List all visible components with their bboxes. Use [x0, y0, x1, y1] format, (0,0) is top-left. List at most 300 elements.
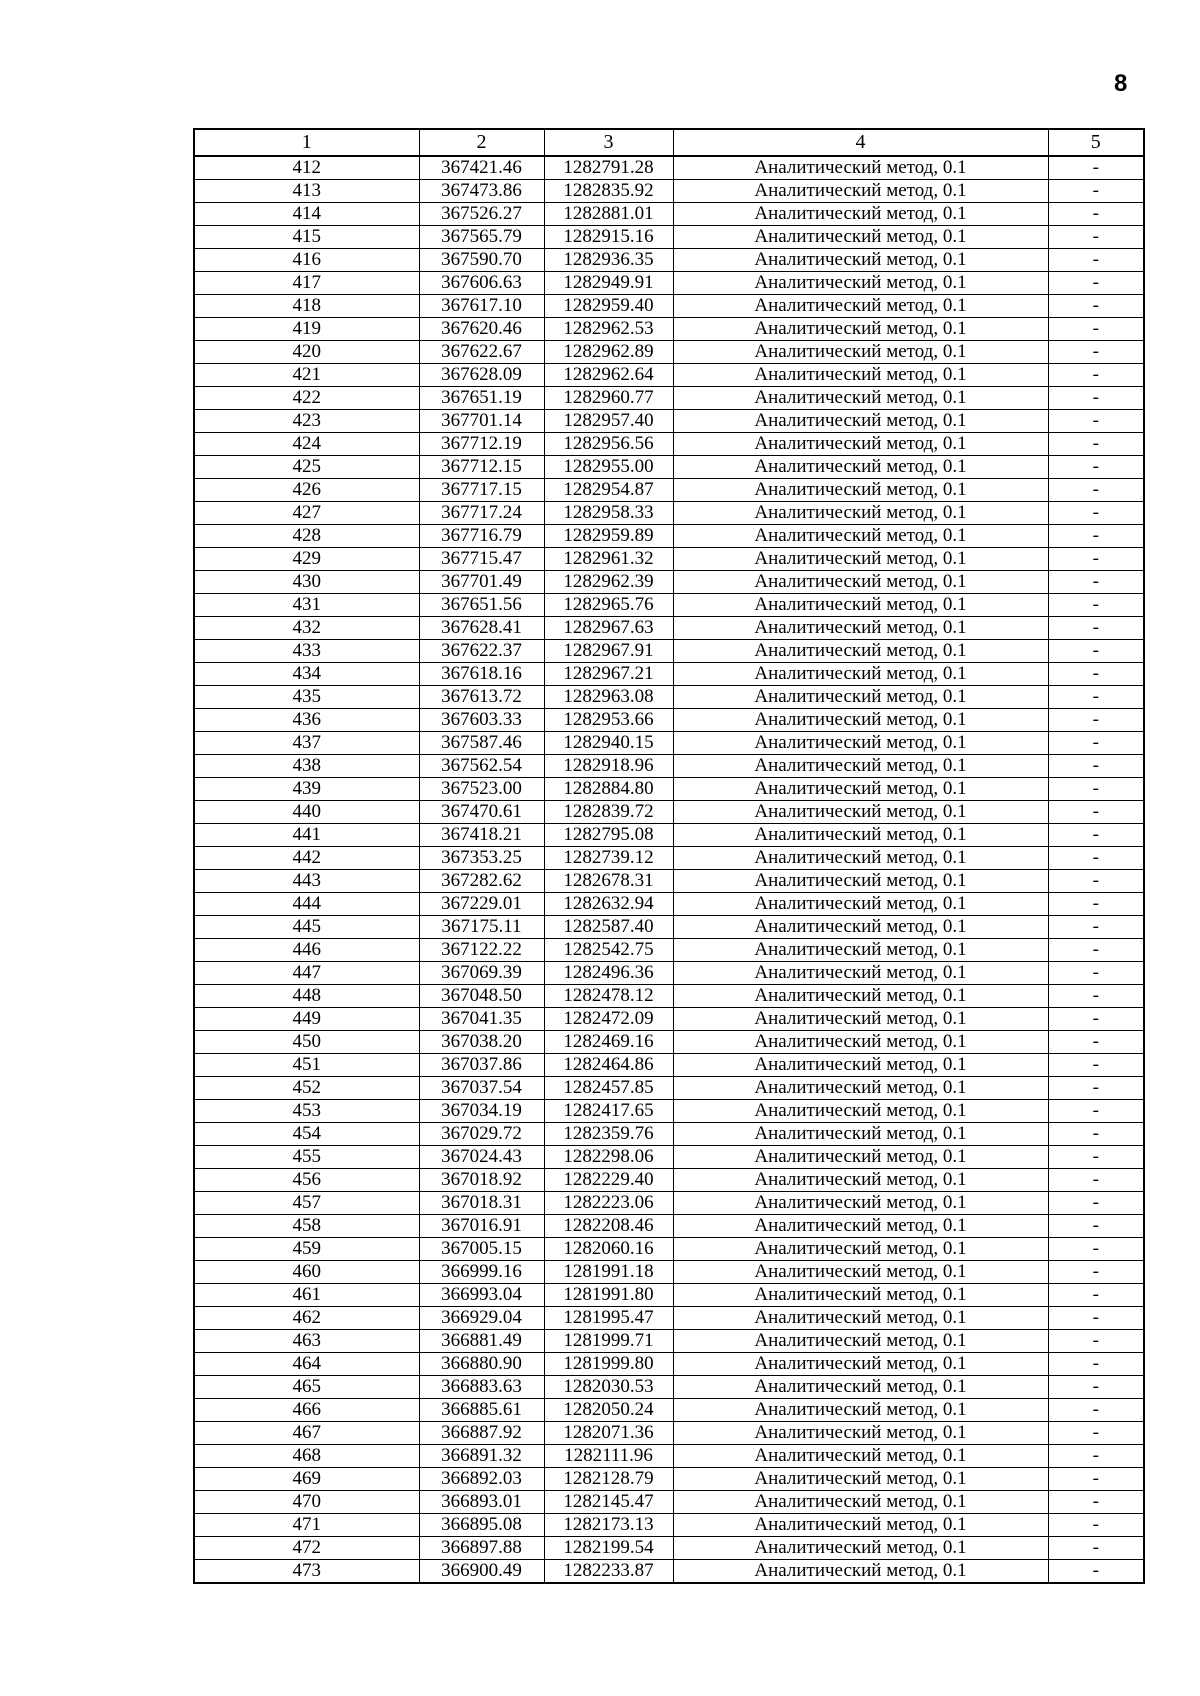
table-row [194, 1261, 1144, 1284]
cell-point-number: 451 [194, 1054, 419, 1077]
cell-method: Аналитический метод, 0.1 [673, 364, 1048, 387]
cell-y: 1282199.54 [544, 1537, 673, 1560]
cell-method: Аналитический метод, 0.1 [673, 1445, 1048, 1468]
cell-method: Аналитический метод, 0.1 [673, 1031, 1048, 1054]
cell-y: 1282795.08 [544, 824, 673, 847]
cell-point-number: 418 [194, 295, 419, 318]
cell-method: Аналитический метод, 0.1 [673, 502, 1048, 525]
cell-method: Аналитический метод, 0.1 [673, 1330, 1048, 1353]
cell-method: Аналитический метод, 0.1 [673, 1399, 1048, 1422]
cell-point-number: 450 [194, 1031, 419, 1054]
cell-method: Аналитический метод, 0.1 [673, 272, 1048, 295]
cell-x: 367041.35 [419, 1008, 544, 1031]
table-row [194, 1445, 1144, 1468]
table-row [194, 1560, 1144, 1584]
table-row [194, 1353, 1144, 1376]
cell-description: - [1048, 525, 1144, 548]
cell-x: 367717.15 [419, 479, 544, 502]
cell-point-number: 465 [194, 1376, 419, 1399]
cell-y: 1282936.35 [544, 249, 673, 272]
cell-x: 367628.09 [419, 364, 544, 387]
cell-y: 1282469.16 [544, 1031, 673, 1054]
page-number: 8 [1114, 70, 1128, 97]
cell-x: 367282.62 [419, 870, 544, 893]
table-row [194, 985, 1144, 1008]
cell-method: Аналитический метод, 0.1 [673, 1491, 1048, 1514]
cell-method: Аналитический метод, 0.1 [673, 939, 1048, 962]
cell-point-number: 447 [194, 962, 419, 985]
cell-point-number: 444 [194, 893, 419, 916]
table-row [194, 1192, 1144, 1215]
cell-y: 1282791.28 [544, 156, 673, 180]
cell-method: Аналитический метод, 0.1 [673, 824, 1048, 847]
cell-description: - [1048, 801, 1144, 824]
cell-x: 367526.27 [419, 203, 544, 226]
table-row [194, 1284, 1144, 1307]
cell-method: Аналитический метод, 0.1 [673, 1215, 1048, 1238]
cell-y: 1282111.96 [544, 1445, 673, 1468]
cell-point-number: 466 [194, 1399, 419, 1422]
table-row [194, 1100, 1144, 1123]
cell-y: 1282298.06 [544, 1146, 673, 1169]
cell-description: - [1048, 364, 1144, 387]
cell-description: - [1048, 180, 1144, 203]
header-cell-point-number: 1 [194, 129, 419, 156]
cell-description: - [1048, 502, 1144, 525]
table-row [194, 1215, 1144, 1238]
cell-x: 366900.49 [419, 1560, 544, 1584]
table-row [194, 1054, 1144, 1077]
cell-method: Аналитический метод, 0.1 [673, 341, 1048, 364]
cell-point-number: 436 [194, 709, 419, 732]
cell-point-number: 423 [194, 410, 419, 433]
table-row [194, 1123, 1144, 1146]
cell-description: - [1048, 203, 1144, 226]
cell-description: - [1048, 778, 1144, 801]
table-row [194, 433, 1144, 456]
cell-point-number: 441 [194, 824, 419, 847]
cell-method: Аналитический метод, 0.1 [673, 1468, 1048, 1491]
cell-point-number: 439 [194, 778, 419, 801]
cell-y: 1282967.21 [544, 663, 673, 686]
table-row [194, 755, 1144, 778]
cell-x: 367122.22 [419, 939, 544, 962]
cell-x: 367016.91 [419, 1215, 544, 1238]
cell-description: - [1048, 640, 1144, 663]
cell-x: 366929.04 [419, 1307, 544, 1330]
cell-point-number: 414 [194, 203, 419, 226]
cell-x: 366885.61 [419, 1399, 544, 1422]
cell-method: Аналитический метод, 0.1 [673, 1146, 1048, 1169]
cell-description: - [1048, 410, 1144, 433]
cell-point-number: 428 [194, 525, 419, 548]
cell-point-number: 464 [194, 1353, 419, 1376]
cell-description: - [1048, 617, 1144, 640]
cell-point-number: 473 [194, 1560, 419, 1584]
cell-point-number: 417 [194, 272, 419, 295]
cell-x: 367715.47 [419, 548, 544, 571]
table-row [194, 893, 1144, 916]
cell-method: Аналитический метод, 0.1 [673, 548, 1048, 571]
cell-x: 366999.16 [419, 1261, 544, 1284]
cell-y: 1282956.56 [544, 433, 673, 456]
table-row [194, 686, 1144, 709]
cell-description: - [1048, 663, 1144, 686]
cell-method: Аналитический метод, 0.1 [673, 801, 1048, 824]
cell-point-number: 469 [194, 1468, 419, 1491]
table-row [194, 272, 1144, 295]
table-row [194, 341, 1144, 364]
cell-description: - [1048, 1169, 1144, 1192]
cell-y: 1282960.77 [544, 387, 673, 410]
cell-description: - [1048, 1123, 1144, 1146]
cell-description: - [1048, 156, 1144, 180]
cell-x: 367523.00 [419, 778, 544, 801]
cell-y: 1282955.00 [544, 456, 673, 479]
cell-x: 366897.88 [419, 1537, 544, 1560]
cell-description: - [1048, 985, 1144, 1008]
table-row [194, 525, 1144, 548]
cell-description: - [1048, 433, 1144, 456]
cell-point-number: 472 [194, 1537, 419, 1560]
cell-point-number: 448 [194, 985, 419, 1008]
table-row [194, 939, 1144, 962]
cell-y: 1282632.94 [544, 893, 673, 916]
cell-point-number: 431 [194, 594, 419, 617]
cell-description: - [1048, 732, 1144, 755]
cell-y: 1282915.16 [544, 226, 673, 249]
coordinates-table [193, 128, 1145, 1584]
cell-method: Аналитический метод, 0.1 [673, 1192, 1048, 1215]
table-row [194, 1146, 1144, 1169]
cell-description: - [1048, 870, 1144, 893]
cell-x: 366893.01 [419, 1491, 544, 1514]
cell-y: 1282949.91 [544, 272, 673, 295]
table-row [194, 1422, 1144, 1445]
cell-point-number: 455 [194, 1146, 419, 1169]
table-row [194, 571, 1144, 594]
cell-method: Аналитический метод, 0.1 [673, 916, 1048, 939]
table-row [194, 824, 1144, 847]
cell-y: 1282542.75 [544, 939, 673, 962]
cell-point-number: 453 [194, 1100, 419, 1123]
cell-method: Аналитический метод, 0.1 [673, 1537, 1048, 1560]
cell-method: Аналитический метод, 0.1 [673, 1353, 1048, 1376]
cell-point-number: 415 [194, 226, 419, 249]
header-cell-description: 5 [1048, 129, 1144, 156]
cell-y: 1282208.46 [544, 1215, 673, 1238]
cell-description: - [1048, 686, 1144, 709]
cell-method: Аналитический метод, 0.1 [673, 755, 1048, 778]
cell-x: 367029.72 [419, 1123, 544, 1146]
cell-description: - [1048, 755, 1144, 778]
cell-y: 1282060.16 [544, 1238, 673, 1261]
cell-point-number: 435 [194, 686, 419, 709]
table-row [194, 156, 1144, 180]
cell-y: 1282958.33 [544, 502, 673, 525]
cell-description: - [1048, 1100, 1144, 1123]
table-row [194, 203, 1144, 226]
cell-description: - [1048, 295, 1144, 318]
cell-method: Аналитический метод, 0.1 [673, 1238, 1048, 1261]
cell-method: Аналитический метод, 0.1 [673, 1008, 1048, 1031]
cell-x: 367562.54 [419, 755, 544, 778]
cell-y: 1282678.31 [544, 870, 673, 893]
cell-y: 1282496.36 [544, 962, 673, 985]
cell-x: 367421.46 [419, 156, 544, 180]
cell-point-number: 454 [194, 1123, 419, 1146]
cell-description: - [1048, 1422, 1144, 1445]
cell-method: Аналитический метод, 0.1 [673, 1123, 1048, 1146]
cell-description: - [1048, 1031, 1144, 1054]
cell-y: 1282962.53 [544, 318, 673, 341]
table-header [194, 129, 1144, 156]
table-row [194, 1031, 1144, 1054]
cell-x: 367590.70 [419, 249, 544, 272]
cell-y: 1281991.18 [544, 1261, 673, 1284]
table-row [194, 226, 1144, 249]
cell-y: 1282223.06 [544, 1192, 673, 1215]
table-row [194, 709, 1144, 732]
cell-point-number: 433 [194, 640, 419, 663]
cell-y: 1282145.47 [544, 1491, 673, 1514]
cell-point-number: 461 [194, 1284, 419, 1307]
cell-point-number: 456 [194, 1169, 419, 1192]
cell-method: Аналитический метод, 0.1 [673, 985, 1048, 1008]
cell-x: 366887.92 [419, 1422, 544, 1445]
cell-point-number: 424 [194, 433, 419, 456]
table-row [194, 594, 1144, 617]
table-row [194, 295, 1144, 318]
cell-description: - [1048, 1376, 1144, 1399]
cell-point-number: 421 [194, 364, 419, 387]
cell-point-number: 470 [194, 1491, 419, 1514]
cell-method: Аналитический метод, 0.1 [673, 249, 1048, 272]
cell-y: 1282962.64 [544, 364, 673, 387]
cell-x: 367717.24 [419, 502, 544, 525]
cell-description: - [1048, 571, 1144, 594]
cell-y: 1282457.85 [544, 1077, 673, 1100]
table-row [194, 870, 1144, 893]
cell-y: 1282464.86 [544, 1054, 673, 1077]
cell-point-number: 442 [194, 847, 419, 870]
cell-y: 1282963.08 [544, 686, 673, 709]
cell-y: 1281995.47 [544, 1307, 673, 1330]
cell-description: - [1048, 548, 1144, 571]
cell-description: - [1048, 249, 1144, 272]
cell-method: Аналитический метод, 0.1 [673, 1284, 1048, 1307]
cell-description: - [1048, 893, 1144, 916]
cell-method: Аналитический метод, 0.1 [673, 847, 1048, 870]
cell-method: Аналитический метод, 0.1 [673, 686, 1048, 709]
cell-description: - [1048, 962, 1144, 985]
cell-method: Аналитический метод, 0.1 [673, 962, 1048, 985]
cell-description: - [1048, 1537, 1144, 1560]
cell-method: Аналитический метод, 0.1 [673, 203, 1048, 226]
cell-point-number: 449 [194, 1008, 419, 1031]
cell-description: - [1048, 1284, 1144, 1307]
cell-y: 1282967.63 [544, 617, 673, 640]
cell-description: - [1048, 1330, 1144, 1353]
cell-method: Аналитический метод, 0.1 [673, 1422, 1048, 1445]
cell-point-number: 432 [194, 617, 419, 640]
cell-description: - [1048, 1445, 1144, 1468]
cell-x: 367622.67 [419, 341, 544, 364]
cell-point-number: 419 [194, 318, 419, 341]
cell-description: - [1048, 1008, 1144, 1031]
cell-y: 1282071.36 [544, 1422, 673, 1445]
cell-method: Аналитический метод, 0.1 [673, 1261, 1048, 1284]
cell-point-number: 440 [194, 801, 419, 824]
table-row [194, 962, 1144, 985]
cell-point-number: 460 [194, 1261, 419, 1284]
cell-x: 367024.43 [419, 1146, 544, 1169]
cell-description: - [1048, 456, 1144, 479]
cell-y: 1282962.39 [544, 571, 673, 594]
cell-x: 367037.54 [419, 1077, 544, 1100]
cell-point-number: 471 [194, 1514, 419, 1537]
cell-point-number: 468 [194, 1445, 419, 1468]
cell-y: 1282739.12 [544, 847, 673, 870]
cell-description: - [1048, 939, 1144, 962]
table-row [194, 663, 1144, 686]
table-row [194, 1330, 1144, 1353]
cell-x: 367620.46 [419, 318, 544, 341]
cell-y: 1282839.72 [544, 801, 673, 824]
cell-x: 367606.63 [419, 272, 544, 295]
cell-y: 1282967.91 [544, 640, 673, 663]
table-row [194, 778, 1144, 801]
cell-point-number: 462 [194, 1307, 419, 1330]
cell-description: - [1048, 1560, 1144, 1584]
cell-x: 366891.32 [419, 1445, 544, 1468]
table-row [194, 1468, 1144, 1491]
cell-y: 1282417.65 [544, 1100, 673, 1123]
cell-x: 367716.79 [419, 525, 544, 548]
cell-x: 367069.39 [419, 962, 544, 985]
cell-y: 1282478.12 [544, 985, 673, 1008]
cell-description: - [1048, 1307, 1144, 1330]
cell-point-number: 416 [194, 249, 419, 272]
cell-y: 1282940.15 [544, 732, 673, 755]
cell-point-number: 467 [194, 1422, 419, 1445]
cell-method: Аналитический метод, 0.1 [673, 1169, 1048, 1192]
cell-x: 367565.79 [419, 226, 544, 249]
cell-x: 367353.25 [419, 847, 544, 870]
cell-description: - [1048, 318, 1144, 341]
cell-method: Аналитический метод, 0.1 [673, 640, 1048, 663]
cell-y: 1282961.32 [544, 548, 673, 571]
table-row [194, 364, 1144, 387]
table-row [194, 640, 1144, 663]
table-row [194, 916, 1144, 939]
cell-x: 367618.16 [419, 663, 544, 686]
cell-point-number: 429 [194, 548, 419, 571]
cell-x: 366881.49 [419, 1330, 544, 1353]
cell-point-number: 420 [194, 341, 419, 364]
cell-description: - [1048, 1353, 1144, 1376]
cell-y: 1282359.76 [544, 1123, 673, 1146]
cell-method: Аналитический метод, 0.1 [673, 709, 1048, 732]
header-cell-y: 3 [544, 129, 673, 156]
cell-method: Аналитический метод, 0.1 [673, 571, 1048, 594]
cell-x: 367018.31 [419, 1192, 544, 1215]
cell-method: Аналитический метод, 0.1 [673, 1100, 1048, 1123]
table-body [194, 156, 1144, 1583]
cell-x: 367617.10 [419, 295, 544, 318]
cell-method: Аналитический метод, 0.1 [673, 410, 1048, 433]
cell-y: 1282884.80 [544, 778, 673, 801]
cell-description: - [1048, 479, 1144, 502]
cell-description: - [1048, 1514, 1144, 1537]
table-row [194, 410, 1144, 433]
table-row [194, 318, 1144, 341]
cell-point-number: 446 [194, 939, 419, 962]
cell-y: 1282918.96 [544, 755, 673, 778]
cell-x: 367048.50 [419, 985, 544, 1008]
cell-y: 1282233.87 [544, 1560, 673, 1584]
cell-y: 1282953.66 [544, 709, 673, 732]
cell-x: 367018.92 [419, 1169, 544, 1192]
cell-y: 1282957.40 [544, 410, 673, 433]
cell-description: - [1048, 1468, 1144, 1491]
cell-description: - [1048, 847, 1144, 870]
cell-point-number: 422 [194, 387, 419, 410]
cell-x: 367603.33 [419, 709, 544, 732]
cell-x: 366883.63 [419, 1376, 544, 1399]
cell-description: - [1048, 1077, 1144, 1100]
cell-x: 367701.14 [419, 410, 544, 433]
cell-x: 367470.61 [419, 801, 544, 824]
cell-point-number: 413 [194, 180, 419, 203]
cell-x: 367175.11 [419, 916, 544, 939]
cell-x: 367613.72 [419, 686, 544, 709]
cell-x: 367712.15 [419, 456, 544, 479]
cell-method: Аналитический метод, 0.1 [673, 1376, 1048, 1399]
cell-x: 367037.86 [419, 1054, 544, 1077]
cell-y: 1282965.76 [544, 594, 673, 617]
cell-point-number: 458 [194, 1215, 419, 1238]
cell-y: 1282173.13 [544, 1514, 673, 1537]
table-row [194, 1491, 1144, 1514]
cell-x: 367712.19 [419, 433, 544, 456]
cell-method: Аналитический метод, 0.1 [673, 156, 1048, 180]
table-row [194, 502, 1144, 525]
cell-point-number: 452 [194, 1077, 419, 1100]
cell-y: 1282959.89 [544, 525, 673, 548]
cell-point-number: 459 [194, 1238, 419, 1261]
table-row [194, 801, 1144, 824]
cell-method: Аналитический метод, 0.1 [673, 663, 1048, 686]
cell-method: Аналитический метод, 0.1 [673, 1560, 1048, 1584]
cell-description: - [1048, 1491, 1144, 1514]
cell-y: 1282959.40 [544, 295, 673, 318]
cell-method: Аналитический метод, 0.1 [673, 1077, 1048, 1100]
cell-x: 367587.46 [419, 732, 544, 755]
cell-y: 1282050.24 [544, 1399, 673, 1422]
cell-x: 367651.56 [419, 594, 544, 617]
cell-description: - [1048, 709, 1144, 732]
cell-point-number: 430 [194, 571, 419, 594]
cell-method: Аналитический метод, 0.1 [673, 870, 1048, 893]
table-row [194, 1077, 1144, 1100]
cell-x: 367418.21 [419, 824, 544, 847]
cell-point-number: 445 [194, 916, 419, 939]
cell-point-number: 438 [194, 755, 419, 778]
cell-y: 1281999.71 [544, 1330, 673, 1353]
table-row [194, 1238, 1144, 1261]
cell-point-number: 434 [194, 663, 419, 686]
